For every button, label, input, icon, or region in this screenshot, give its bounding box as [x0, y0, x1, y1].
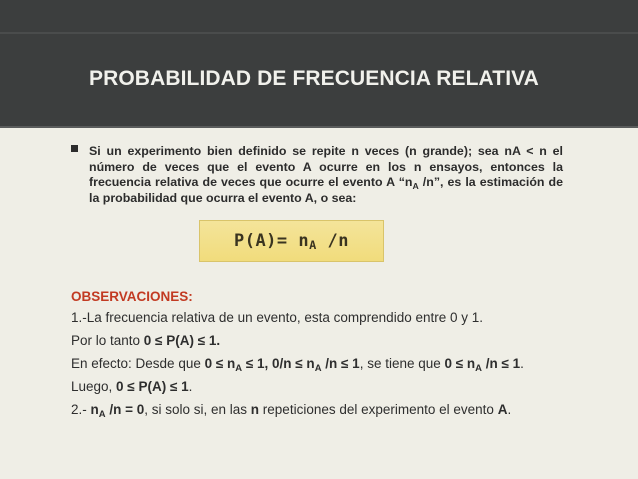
slide-title: PROBABILIDAD DE FRECUENCIA RELATIVA	[89, 67, 539, 90]
formula: $P(A)= n_A$ /n	[233, 231, 350, 252]
observation-line-4: Luego, 0 ≤ P(A) ≤ 1.	[71, 379, 193, 394]
observations-title: OBSERVACIONES:	[71, 289, 193, 304]
bullet-text: Si un experimento bien definido se repite n veces (n grande); sea nA < n el número de veces que el evento A ocurre en los n ensayos, entonces la frecuencia relativa de veces que ocurre el evento A “$n_A$ /n”, es la estimación de la probabilidad que ocurra el evento A, o sea:	[89, 144, 563, 205]
observations-section	[71, 289, 611, 419]
observation-line-1: 1.-La frecuencia relativa de un evento, esta comprendido entre 0 y 1.	[71, 310, 484, 325]
header-stripe	[0, 32, 638, 34]
observation-line-3: En efecto: Desde que $0 \le n_A \le 1$, $0/n \le n_A$ /n ≤ 1, se tiene que $0 \le n_A$ /n ≤ 1.	[71, 356, 524, 374]
slide-header	[0, 0, 638, 128]
observation-line-2: Por lo tanto 0 ≤ P(A) ≤ 1.	[71, 333, 221, 348]
observation-line-5: 2.- $n_A$ /n = 0, si solo si, en las n repeticiones del experimento el evento A.	[71, 402, 512, 420]
bullet-paragraph	[71, 144, 563, 206]
formula-box	[199, 220, 384, 262]
square-bullet-icon	[71, 145, 78, 152]
